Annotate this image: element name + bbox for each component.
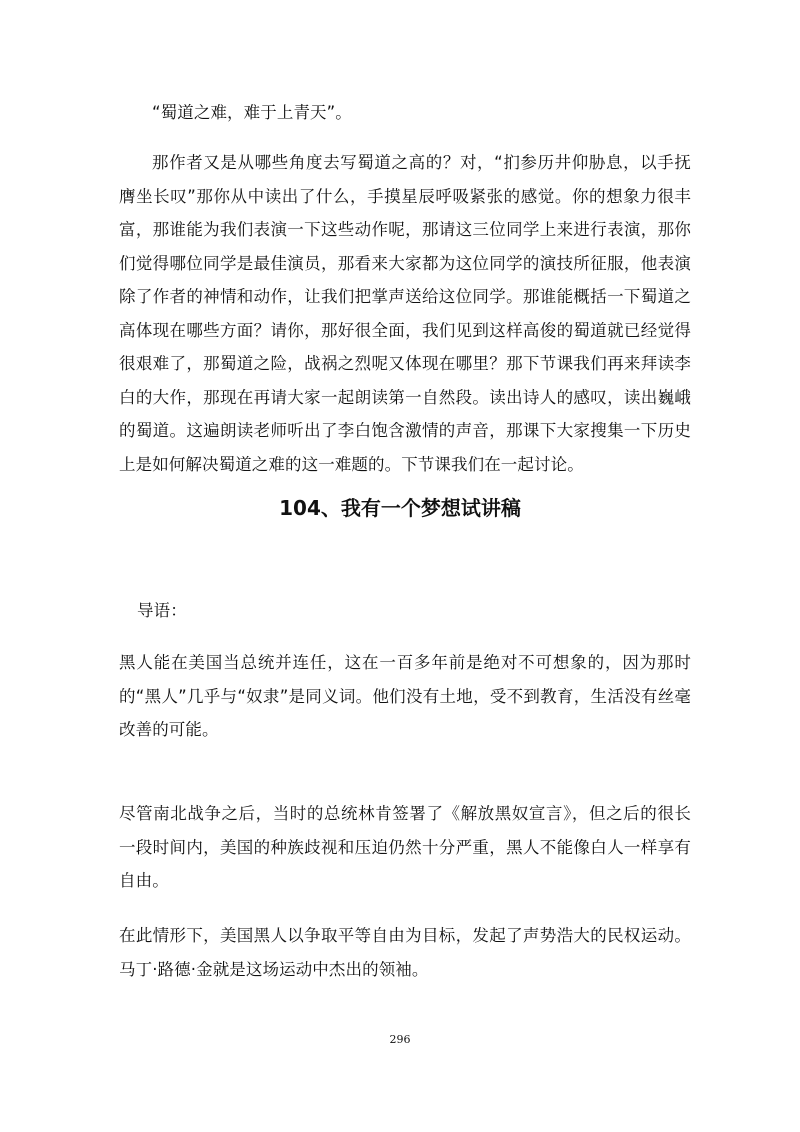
- paragraph-civil-rights: 在此情形下，美国黑人以争取平等自由为目标，发起了声势浩大的民权运动。马丁·路德·金就是这场运动中杰出的领袖。: [119, 926, 691, 979]
- page-number: 296: [389, 1033, 411, 1046]
- paragraph-civil-war: 尽管南北战争之后，当时的总统林肯签署了《解放黑奴宣言》，但之后的很长一段时间内，美国的种族歧视和压迫仍然十分严重，黑人不能像白人一样享有自由。: [119, 804, 691, 890]
- intro-label: 导语：: [137, 601, 187, 620]
- paragraph-lesson: 那作者又是从哪些角度去写蜀道之高的？对，“扪参历井仰胁息，以手抚膺坐长叹”那你从中读出了什么，手摸星辰呼吸紧张的感觉。你的想象力很丰富，那谁能为我们表演一下这些动作呢，那请这三位同学上来进行表演，那你们觉得哪位同学是最佳演员，那看来大家都为这位同学的演技所征服，他表演除了作者的神情和动作，让我们把掌声送给这位同学。那谁能概括一下蜀道之高体现在哪些方面？请你，那好很全面，我们见到这样高俊的蜀道就已经觉得很艰难了，那蜀道之险，战祸之烈呢又体现在哪里？那下节课我们再来拜读李白的大作，那现在再请大家一起朗读第一自然段。读出诗人的感叹，读出巍峨的蜀道。这遍朗读老师听出了李白饱含激情的声音，那课下大家搜集一下历史上是如何解决蜀道之难的这一难题的。下节课我们在一起讨论。: [119, 153, 691, 474]
- section-title: 104、我有一个梦想试讲稿: [279, 496, 521, 520]
- paragraph-quote: “蜀道之难，难于上青天”。: [152, 103, 352, 122]
- paragraph-intro: 黑人能在美国当总统并连任，这在一百多年前是绝对不可想象的，因为那时的“黑人”几乎与“奴隶”是同义词。他们没有土地，受不到教育，生活没有丝毫改善的可能。: [119, 653, 691, 739]
